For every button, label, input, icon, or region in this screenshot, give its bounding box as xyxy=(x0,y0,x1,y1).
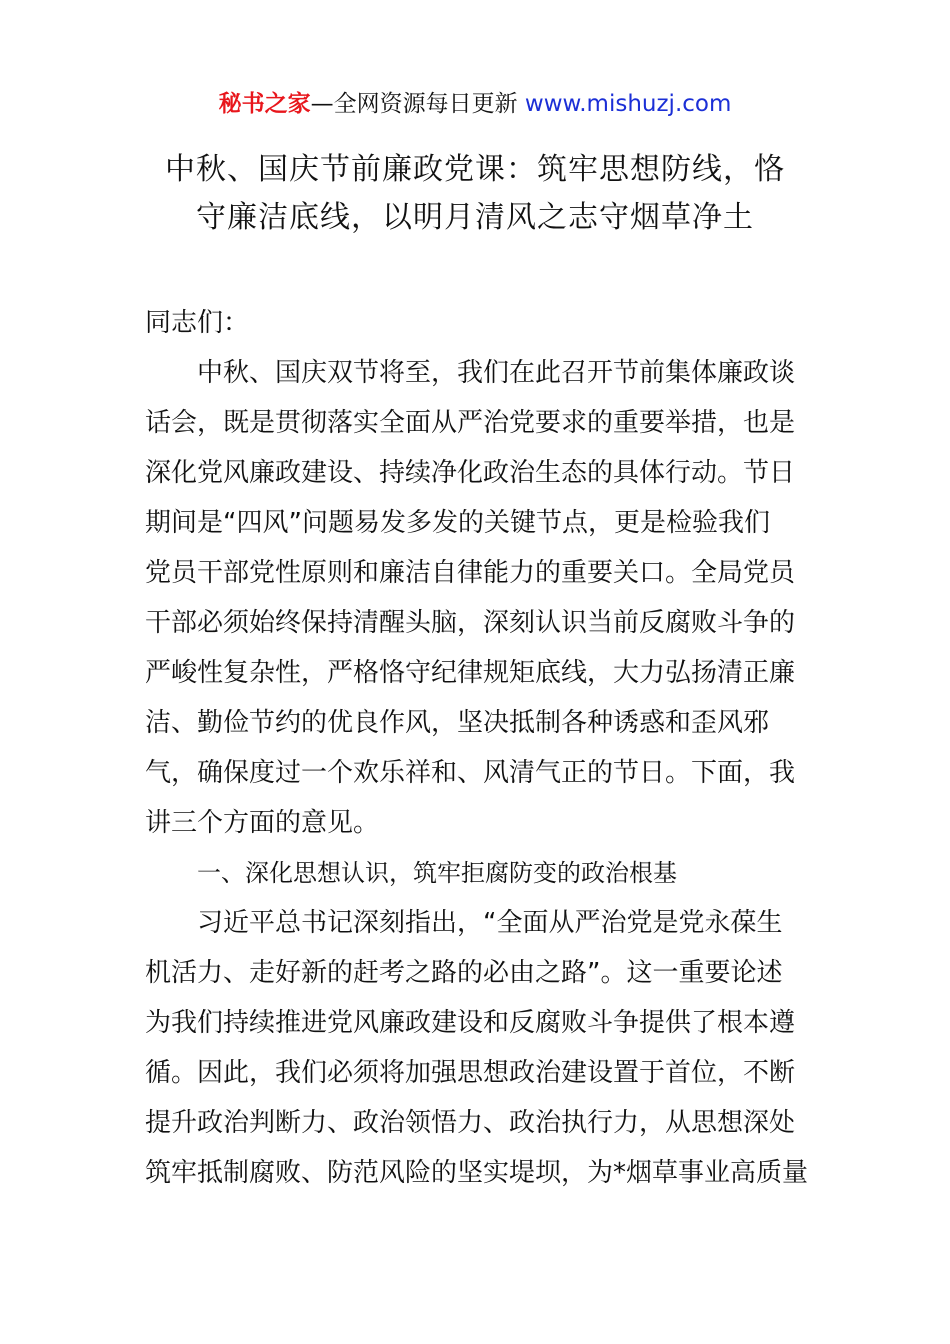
document-body xyxy=(145,298,810,1198)
body-line: 干部必须始终保持清醒头脑，深刻认识当前反腐败斗争的 xyxy=(145,608,796,638)
body-line: 为我们持续推进党风廉政建设和反腐败斗争提供了根本遵 xyxy=(145,1008,796,1038)
body-line: 话会，既是贯彻落实全面从严治党要求的重要举措，也是 xyxy=(145,408,796,438)
header-tagline: —全网资源每日更新 xyxy=(310,91,525,117)
body-line: 党员干部党性原则和廉洁自律能力的重要关口。全局党员 xyxy=(145,558,796,588)
body-line: 机活力、走好新的赶考之路的必由之路”。这一重要论述 xyxy=(145,958,783,988)
body-line: 讲三个方面的意见。 xyxy=(145,808,380,838)
title-line-2: 守廉洁底线，以明月清风之志守烟草净土 xyxy=(196,200,754,235)
body-line: 筑牢抵制腐败、防范风险的坚实堤坝，为*烟草事业高质量 xyxy=(145,1158,809,1188)
body-line: 洁、勤俭节约的优良作风，坚决抵制各种诱惑和歪风邪 xyxy=(145,708,770,738)
body-line: 提升政治判断力、政治领悟力、政治执行力，从思想深处 xyxy=(145,1108,796,1138)
body-line: 习近平总书记深刻指出，“全面从严治党是党永葆生 xyxy=(197,908,783,938)
body-line: 严峻性复杂性，严格恪守纪律规矩底线，大力弘扬清正廉 xyxy=(145,658,796,688)
site-url: www.mishuzj.com xyxy=(524,91,732,117)
section-heading: 一、深化思想认识，筑牢拒腐防变的政治根基 xyxy=(197,859,677,887)
brand-name: 秘书之家 xyxy=(218,91,311,117)
site-header xyxy=(0,86,950,122)
body-line: 气，确保度过一个欢乐祥和、风清气正的节日。下面，我 xyxy=(145,758,796,788)
body-line: 深化党风廉政建设、持续净化政治生态的具体行动。节日 xyxy=(145,458,796,488)
body-line: 期间是“四风”问题易发多发的关键节点，更是检验我们 xyxy=(145,508,770,538)
title-line-1: 中秋、国庆节前廉政党课：筑牢思想防线，恪 xyxy=(165,152,785,187)
body-line: 中秋、国庆双节将至，我们在此召开节前集体廉政谈 xyxy=(197,358,796,388)
salutation: 同志们： xyxy=(145,308,250,338)
body-line: 循。因此，我们必须将加强思想政治建设置于首位，不断 xyxy=(145,1058,796,1088)
document-title xyxy=(130,146,820,242)
